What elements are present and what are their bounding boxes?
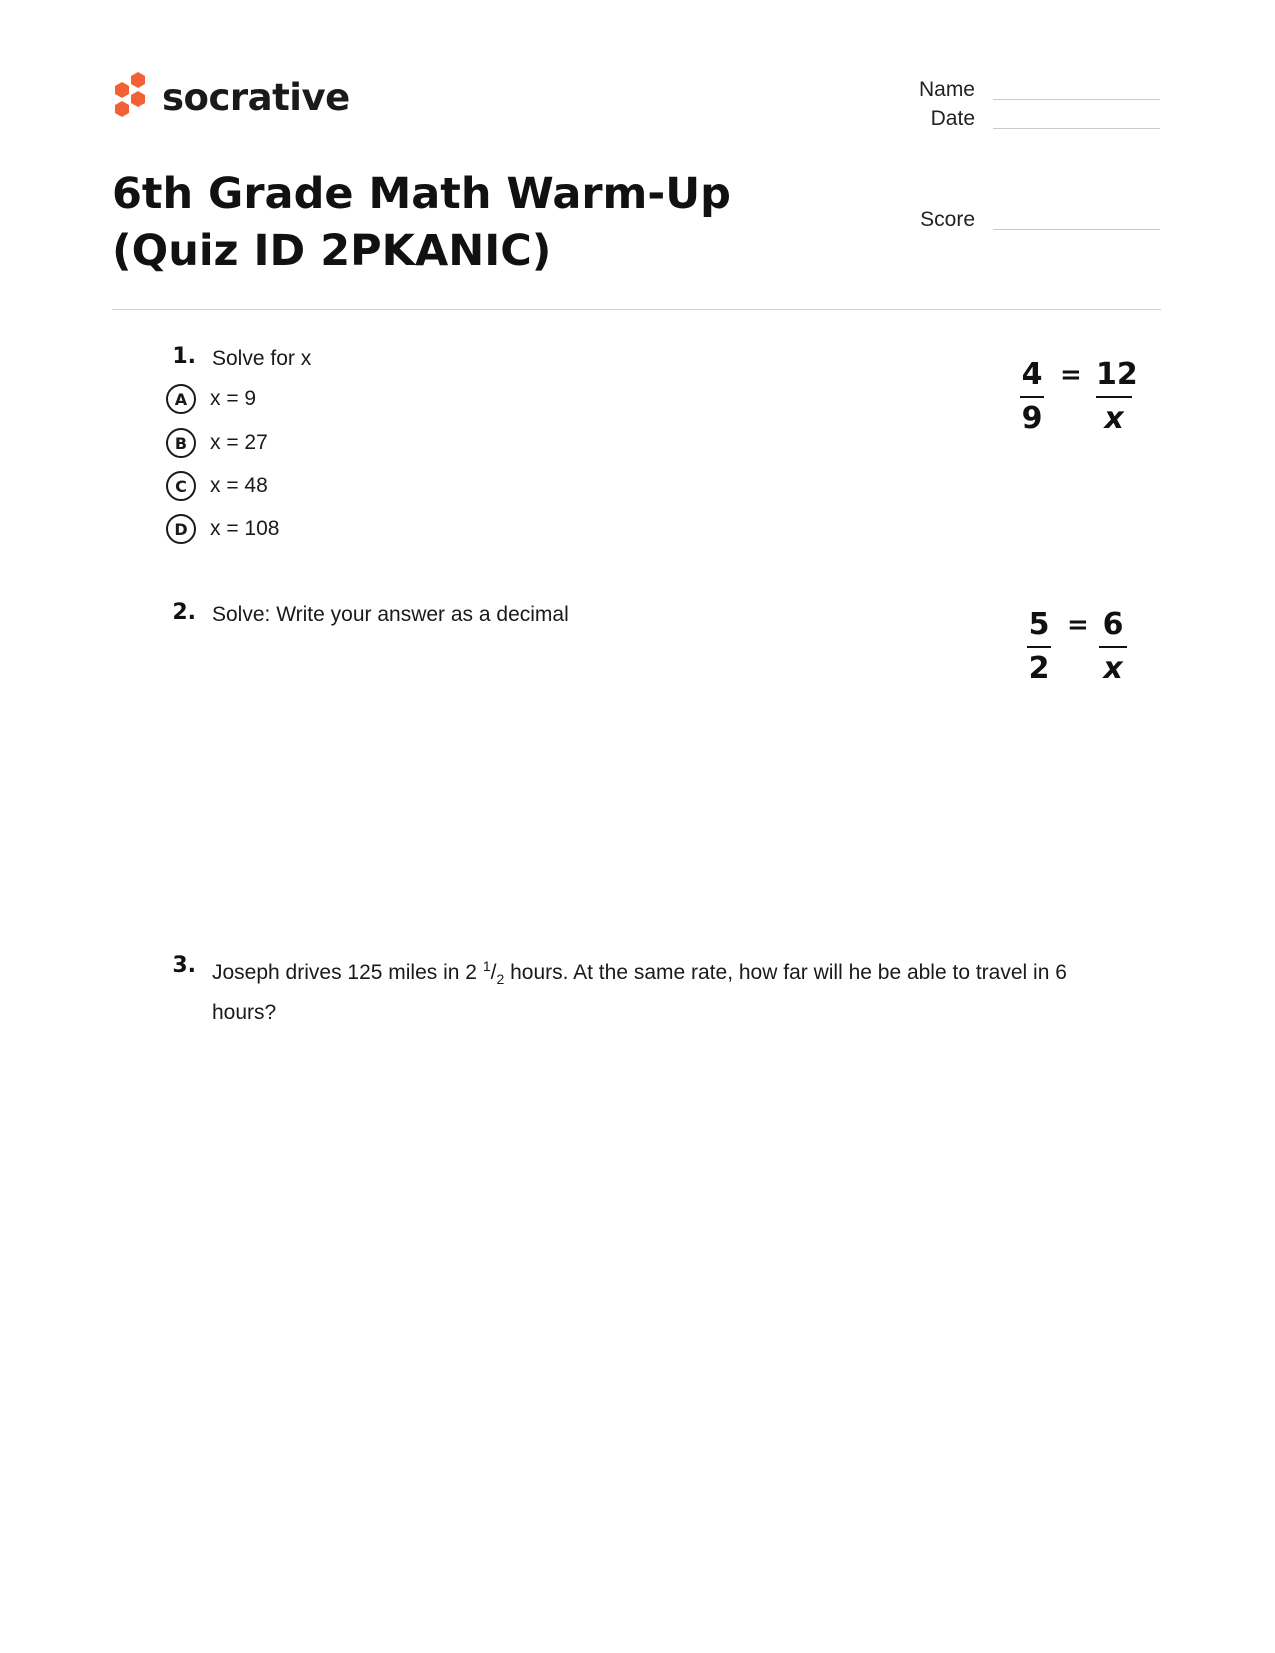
equation-2-equals: = [1067, 610, 1089, 640]
option-d-text: x = 108 [210, 517, 280, 540]
option-b-bubble[interactable]: B [166, 428, 196, 458]
equation-2-left-numerator: 5 [1028, 607, 1050, 642]
question-3-text-before: Joseph drives 125 miles in 2 [212, 961, 483, 984]
equation-2-left-fraction [1027, 606, 1051, 688]
question-1-equation [1020, 356, 1140, 446]
fraction-bar [1099, 646, 1127, 648]
hexagon-cluster-icon [112, 72, 152, 122]
equation-2-right-denominator: x [1103, 651, 1123, 686]
score-field-line[interactable] [993, 229, 1160, 230]
header-divider [112, 309, 1161, 310]
brand-name: socrative [162, 75, 350, 119]
name-label: Name [918, 78, 975, 101]
question-3-fraction-numerator: 1 [482, 958, 491, 974]
option-c-bubble[interactable]: C [166, 471, 196, 501]
equation-1-right-fraction [1096, 356, 1138, 438]
equation-1-right-numerator: 12 [1096, 357, 1138, 392]
question-3-fraction-denominator: 2 [496, 971, 505, 988]
option-a-text: x = 9 [210, 387, 257, 410]
question-1-text: Solve for x [212, 347, 312, 370]
socrative-logo [112, 72, 350, 122]
equation-2-right-fraction [1099, 606, 1127, 688]
question-1-option-a[interactable] [166, 384, 256, 414]
question-2-number: 2. [172, 600, 196, 625]
question-2-equation [1027, 606, 1147, 696]
option-c-text: x = 48 [210, 474, 268, 497]
question-3-fraction-slash: / [490, 961, 497, 984]
equation-2-right-numerator: 6 [1102, 607, 1124, 642]
score-label: Score [920, 208, 975, 231]
option-b-text: x = 27 [210, 431, 268, 454]
equation-1-left-denominator: 9 [1021, 401, 1043, 436]
name-field-line[interactable] [993, 99, 1160, 100]
question-3-number: 3. [172, 953, 196, 978]
fraction-bar [1020, 396, 1044, 398]
equation-1-left-fraction [1020, 356, 1044, 438]
question-3-text-after: hours. At the same rate, how far will he be able to travel in 6 hours? [212, 961, 1067, 1025]
equation-1-right-denominator: x [1104, 401, 1124, 436]
question-1-option-d[interactable] [166, 514, 279, 544]
equation-2-left-denominator: 2 [1028, 651, 1050, 686]
question-1-option-c[interactable] [166, 471, 268, 501]
option-a-bubble[interactable]: A [166, 384, 196, 414]
question-1-number: 1. [172, 344, 196, 369]
option-d-bubble[interactable]: D [166, 514, 196, 544]
date-field-line[interactable] [993, 128, 1160, 129]
date-label: Date [930, 107, 975, 130]
question-1-option-b[interactable] [166, 428, 268, 458]
question-3-text [212, 950, 1117, 1029]
fraction-bar [1027, 646, 1051, 648]
question-2-text: Solve: Write your answer as a decimal [212, 603, 569, 626]
equation-1-left-numerator: 4 [1021, 357, 1043, 392]
equation-1-equals: = [1060, 360, 1082, 390]
fraction-bar [1096, 396, 1132, 398]
page-title: 6th Grade Math Warm-Up (Quiz ID 2PKANIC) [112, 169, 731, 276]
